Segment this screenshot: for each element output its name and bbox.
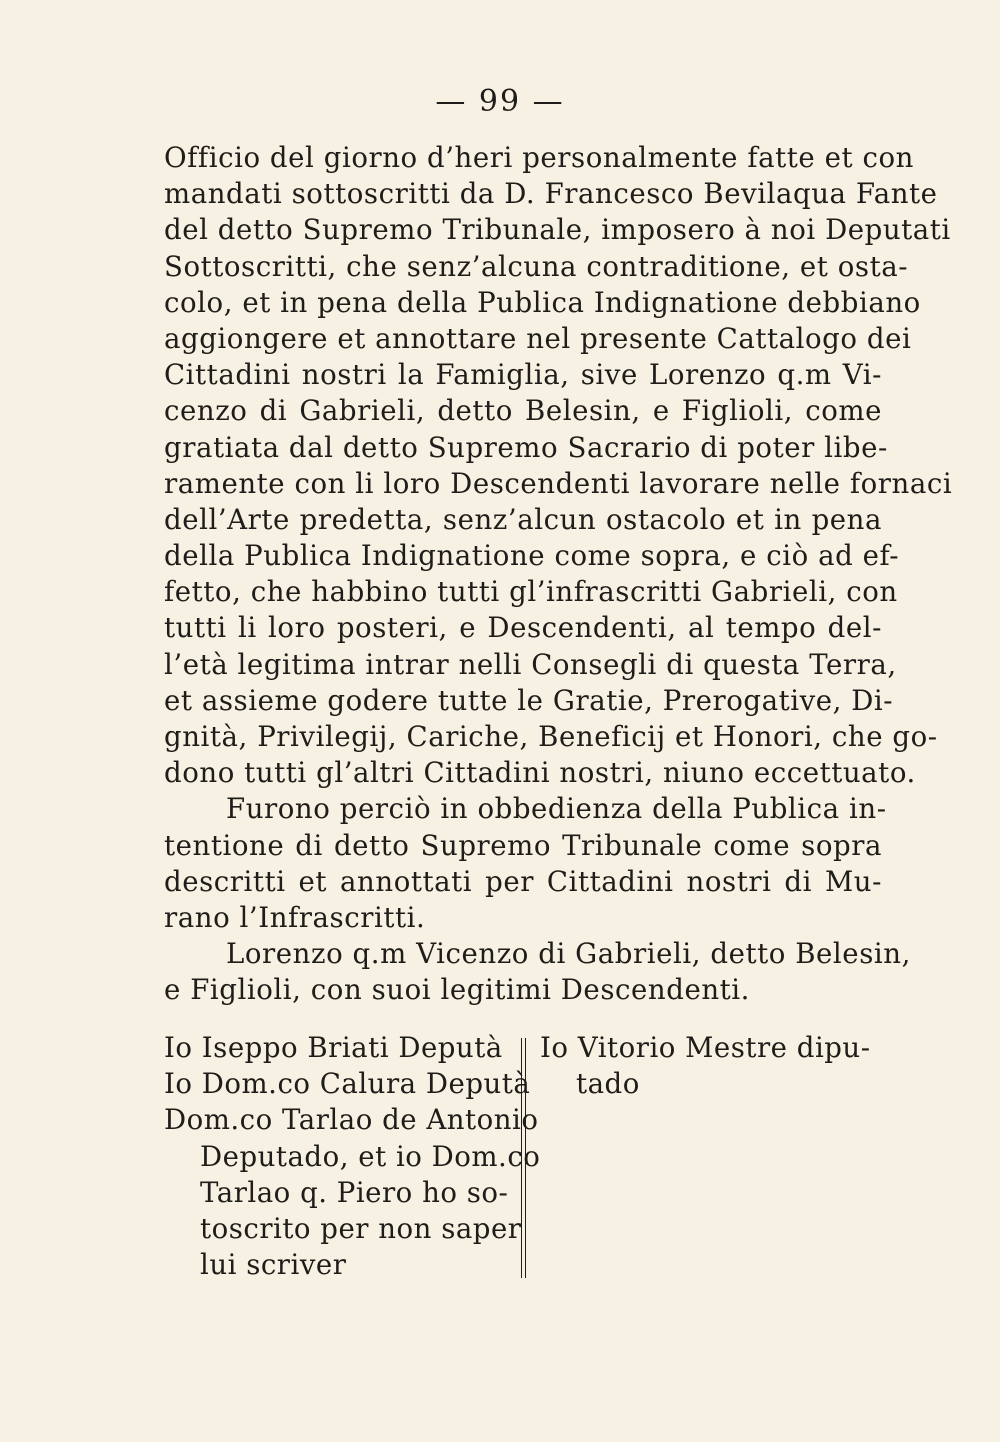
text-line: gnità, Privilegij, Cariche, Beneficij et Honori, che go- <box>164 720 938 753</box>
text-line: e Figlioli, con suoi legitimi Descendenti. <box>164 973 750 1007</box>
text-line: Cittadini nostri la Famiglia, sive Lorenzo q.m Vi- <box>164 358 882 392</box>
text-line: dono tutti gl’altri Cittadini nostri, niuno eccettuato. <box>164 756 916 790</box>
text-line: Lorenzo q.m Vicenzo di Gabrieli, detto Belesin, <box>226 937 911 971</box>
text-line: Furono perciò in obbedienza della Publica in- <box>226 792 887 826</box>
text-line: gratiata dal detto Supremo Sacrario di poter libe- <box>164 430 888 464</box>
signature-line: Tarlao q. Piero ho so- <box>200 1175 509 1209</box>
signatures-right-column <box>540 1030 884 1102</box>
signature-line: Io Iseppo Briati Deputà <box>164 1031 503 1064</box>
signature-line: Dom.co Tarlao de Antonio <box>164 1103 539 1137</box>
signature-line: Io Vitorio Mestre dipu- <box>540 1031 871 1064</box>
text-line: dell’Arte predetta, senz’alcun ostacolo et in pena <box>164 502 882 536</box>
text-line: colo, et in pena della Publica Indignatione debbiano <box>164 285 921 319</box>
text-line: descritti et annottati per Cittadini nostri di Mu- <box>164 864 882 898</box>
text-line: aggiongere et annottare nel presente Cattalogo dei <box>164 321 912 355</box>
text-line: Officio del giorno d’heri personalmente fatte et con <box>164 141 914 174</box>
text-line: cenzo di Gabrieli, detto Belesin, e Figlioli, come <box>164 394 882 428</box>
text-line: tutti li loro posteri, e Descendenti, al tempo del- <box>164 611 882 645</box>
text-line: tentione di detto Supremo Tribunale come sopra <box>164 828 882 862</box>
signature-line: tado <box>576 1067 640 1101</box>
text-line: della Publica Indignatione come sopra, e ciò ad ef- <box>164 539 900 573</box>
text-line: Sottoscritti, che senz’alcuna contraditione, et osta- <box>164 249 909 283</box>
text-line: del detto Supremo Tribunale, imposero à noi Deputati <box>164 213 951 247</box>
text-line: mandati sottoscritti da D. Francesco Bevilaqua Fante <box>164 177 938 211</box>
signature-line: toscrito per non saper <box>200 1211 522 1245</box>
text-line: fetto, che habbino tutti gl’infrascritti Gabrieli, con <box>164 575 898 609</box>
text-line: rano l’Infrascritti. <box>164 900 426 934</box>
text-line: ramente con li loro Descendenti lavorare nelle fornaci <box>164 466 953 500</box>
text-line: l’età legitima intrar nelli Consegli di questa Terra, <box>164 647 897 681</box>
signature-line: Io Dom.co Calura Deputà <box>164 1067 531 1101</box>
text-line: et assieme godere tutte le Gratie, Prerogative, Di- <box>164 683 894 717</box>
page-number: — 99 — <box>435 84 565 119</box>
signatures-left-column <box>164 1030 541 1283</box>
signature-block <box>164 1030 884 1280</box>
signature-line: lui scriver <box>200 1248 347 1282</box>
body-text <box>164 140 953 1009</box>
signature-line: Deputado, et io Dom.co <box>200 1139 541 1173</box>
column-divider <box>521 1038 526 1278</box>
